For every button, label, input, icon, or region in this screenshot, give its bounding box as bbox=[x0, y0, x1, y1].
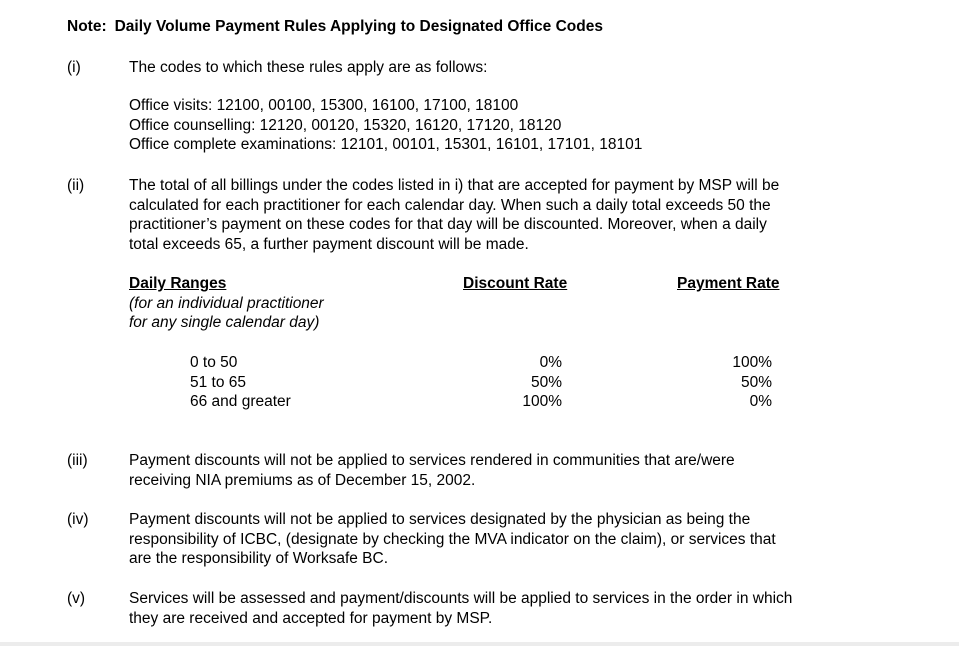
item-number-ii: (ii) bbox=[67, 177, 85, 194]
item-ii-line: calculated for each practitioner for each calendar day. When such a daily total exceeds 50 the bbox=[129, 196, 771, 214]
discount-cell: 0% bbox=[539, 354, 562, 371]
item-iii-line: receiving NIA premiums as of December 15, 2002. bbox=[129, 471, 476, 489]
item-iii-paragraph bbox=[129, 451, 735, 490]
item-ii-line: The total of all billings under the codes listed in i) that are accepted for payment by MSP will be bbox=[129, 177, 780, 194]
item-ii-line: total exceeds 65, a further payment discount will be made. bbox=[129, 235, 529, 253]
note-heading: Daily Volume Payment Rules Applying to Designated Office Codes bbox=[114, 18, 603, 35]
discount-cell: 100% bbox=[522, 393, 562, 410]
note-title bbox=[67, 17, 603, 37]
item-iii-line: Payment discounts will not be applied to services rendered in communities that are/were bbox=[129, 452, 735, 469]
item-i-text: The codes to which these rules apply are as follows: bbox=[129, 59, 488, 76]
item-v-line: they are received and accepted for payment by MSP. bbox=[129, 609, 493, 627]
header-discount-rate: Discount Rate bbox=[463, 275, 568, 292]
page-bottom-edge bbox=[0, 642, 959, 646]
item-v-paragraph bbox=[129, 589, 792, 628]
range-cell: 66 and greater bbox=[190, 393, 291, 410]
payment-cell: 0% bbox=[749, 393, 772, 410]
item-ii-line: practitioner’s payment on these codes for that day will be discounted. Moreover, when a daily bbox=[129, 216, 767, 233]
payment-column bbox=[700, 353, 772, 412]
code-line-office-complete-exams: Office complete examinations: 12101, 00101, 15301, 16101, 17101, 18101 bbox=[129, 136, 643, 153]
code-line-office-counselling: Office counselling: 12120, 00120, 15320, 16120, 17120, 18120 bbox=[129, 116, 562, 134]
header-daily-ranges-group bbox=[129, 274, 324, 333]
code-list bbox=[129, 96, 642, 155]
subheader-line: (for an individual practitioner bbox=[129, 294, 324, 312]
item-iv-line: responsibility of ICBC, (designate by checking the MVA indicator on the claim), or services that bbox=[129, 530, 776, 548]
header-daily-ranges: Daily Ranges bbox=[129, 275, 227, 292]
range-cell: 51 to 65 bbox=[190, 373, 247, 391]
item-number-i: (i) bbox=[67, 59, 81, 76]
payment-cell: 50% bbox=[740, 373, 772, 391]
code-line-office-visits: Office visits: 12100, 00100, 15300, 16100, 17100, 18100 bbox=[129, 97, 519, 114]
note-label: Note: bbox=[67, 18, 107, 35]
range-cell: 0 to 50 bbox=[190, 354, 238, 371]
item-number-iv: (iv) bbox=[67, 511, 89, 528]
item-iv-paragraph bbox=[129, 510, 776, 569]
item-v-line: Services will be assessed and payment/discounts will be applied to services in the order in which bbox=[129, 590, 793, 607]
item-number-iii: (iii) bbox=[67, 452, 88, 469]
subheader-line: for any single calendar day) bbox=[129, 314, 320, 331]
item-number-v: (v) bbox=[67, 590, 86, 607]
discount-cell: 50% bbox=[530, 373, 562, 391]
payment-cell: 100% bbox=[732, 354, 772, 371]
item-ii-paragraph bbox=[129, 176, 779, 254]
header-payment-rate: Payment Rate bbox=[677, 275, 780, 292]
range-column bbox=[190, 353, 291, 412]
discount-column bbox=[490, 353, 562, 412]
item-iv-line: Payment discounts will not be applied to services designated by the physician as being the bbox=[129, 511, 751, 528]
item-iv-line: are the responsibility of Worksafe BC. bbox=[129, 550, 389, 567]
